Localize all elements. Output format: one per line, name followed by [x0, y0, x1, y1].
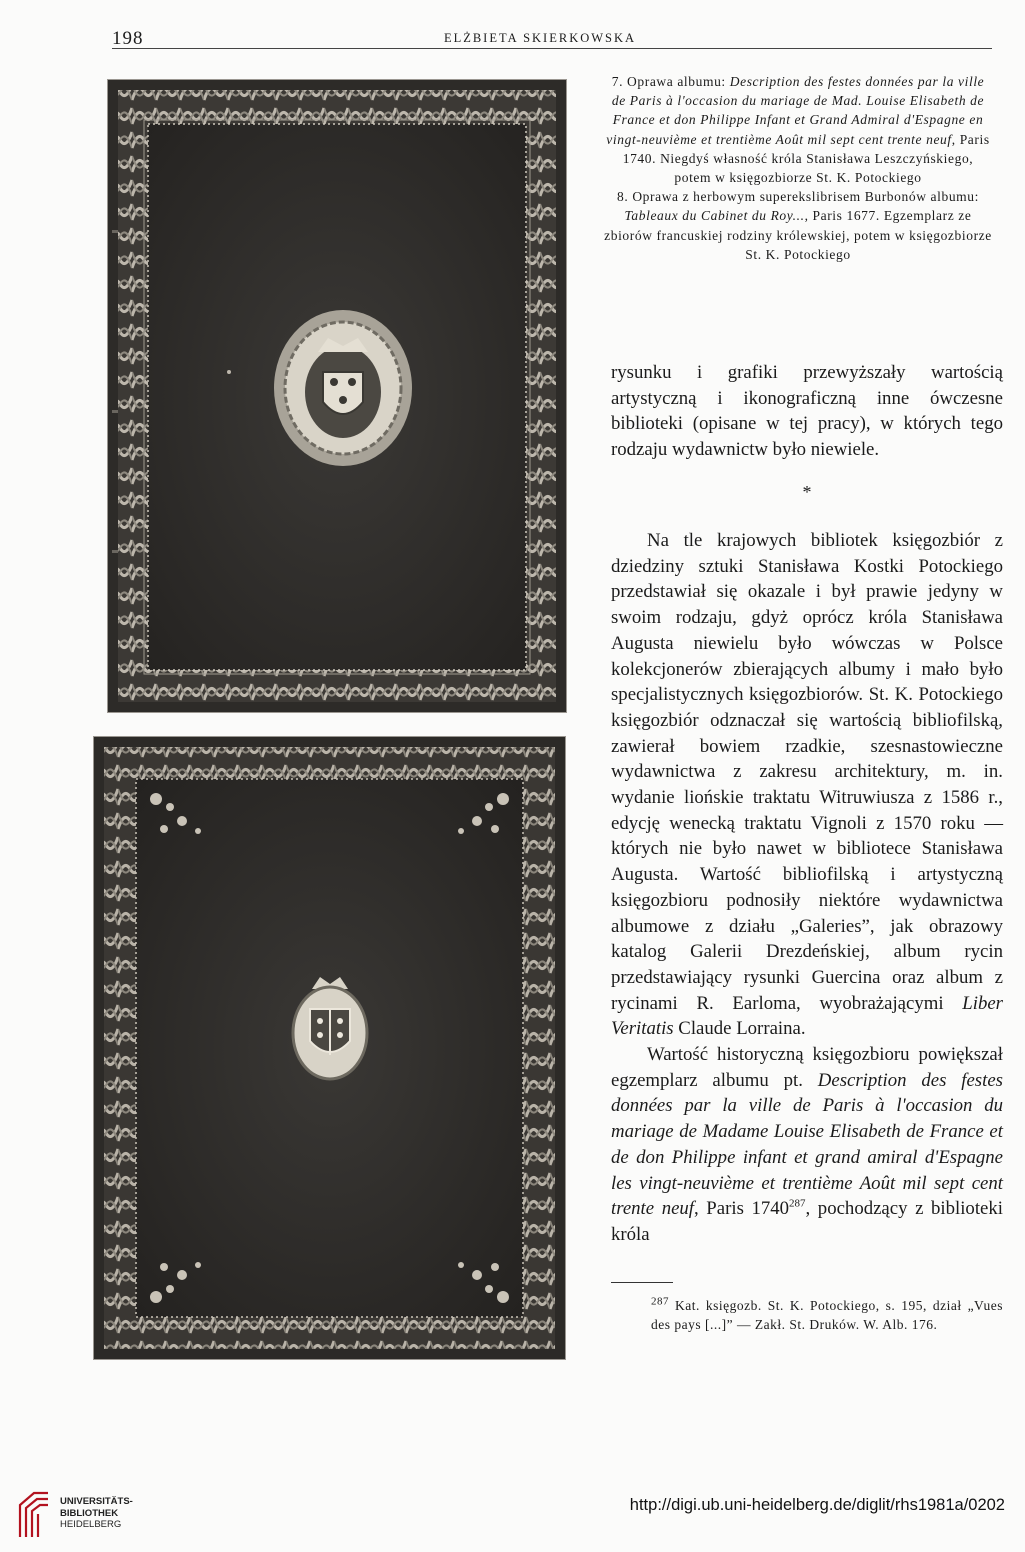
library-name: UNIVERSITÄTS- BIBLIOTHEK HEIDELBERG	[60, 1496, 133, 1530]
caption-8: 8. Oprawa z herbowym superekslibrisem Burbonów albumu: Tableaux du Cabinet du Roy..., Paris 1677. Egzemplarz ze zbiorów francuskiej rodziny królewskiej, potem w księgozbiorze St. K. Potockiego	[604, 189, 992, 262]
plate-7-binding-photo	[108, 80, 566, 712]
page-number: 198	[112, 28, 144, 49]
body-main-text	[611, 528, 1003, 1248]
footnote-ref: 287	[789, 1198, 806, 1211]
library-logo-icon	[14, 1487, 54, 1541]
source-url-link[interactable]: http://digi.ub.uni-heidelberg.de/diglit/rhs1981a/0202	[629, 1496, 1005, 1514]
plate-8-binding-photo	[94, 737, 565, 1359]
body-paragraph: Wartość historyczną księgozbioru powiększał egzemplarz albumu pt. Description des festes données par la ville de Paris à l'occasion du mariage de Madame Louise Elisabeth de France et de don Philippe infant et grand amiral d'Espagne les vingt-neuvième et trentième Août mil sept cent trente neuf, Paris 1740$^{287}$, pochodzący z biblioteki króla	[611, 1044, 1003, 1245]
footnote: $^{287}$ Kat. księgozb. St. K. Potockiego, s. 195, dział „Vues des pays [...]” — Zakł. St. Druków. W. Alb. 176.	[651, 1295, 1003, 1332]
figure-captions	[604, 72, 992, 264]
coat-of-arms-medallion	[274, 310, 412, 466]
footnote-rule	[611, 1282, 673, 1283]
body-paragraph: Na tle krajowych bibliotek księgozbiór z dziedziny sztuki Stanisława Kostki Potockiego przedstawiał się okazale i był prawie jedyny w swoim rodzaju, gdyż oprócz króla Stanisława Augusta niewielu było wówczas w Polsce kolekcjonerów zbierających albumy i mało było specjalistycznych księgozbiorów. St. K. Potockiego księgozbiór odznaczał się wartością bibliofilską, zawierał bowiem rzadkie, szesnastowieczne wydawnictwa z zakresu architektury, m. in. wydanie liońskie traktatu Witruwiusza z 1586 r., edycję wenecką traktatu Vignoli z 1570 roku — których nie było nawet w bibliotece Stanisława Augusta. Wartość bibliofilską i artystyczną księgozbioru podnosiły niektóre wydawnictwa albumowe z działu „Galeries”, jak obrazowy katalog Galerii Drezdeńskiej, album rycin przedstawiający rysunki Guercina oraz album z rycinami R. Earloma, wyobrażającymi Liber Veritatis Claude Lorraina.	[611, 530, 1003, 1040]
body-paragraph-continued: rysunku i grafiki przewyższały wartością artystyczną i ikonograficzną inne ówczesne biblioteki (opisane w tej pracy), w których tego rodzaju wydawnictw było niewiele.	[611, 362, 1003, 461]
footnote-number: 287	[651, 1295, 669, 1308]
caption-7: 7. Oprawa albumu: Description des festes données par la ville de Paris à l'occasion du mariage de Mad. Louise Elisabeth de France et don Philippe Infant et Grand Admiral d'Espagne en vingt-neuvième et trentième Août mil sept cent trente neuf, Paris 1740. Niegdyś własność króla Stanisława Leszczyńskiego, potem w księgozbiorze St. K. Potockiego	[606, 74, 990, 186]
section-separator: *	[802, 482, 812, 502]
header-rule	[112, 48, 992, 49]
running-head: ELŻBIETA SKIERKOWSKA	[443, 31, 637, 45]
